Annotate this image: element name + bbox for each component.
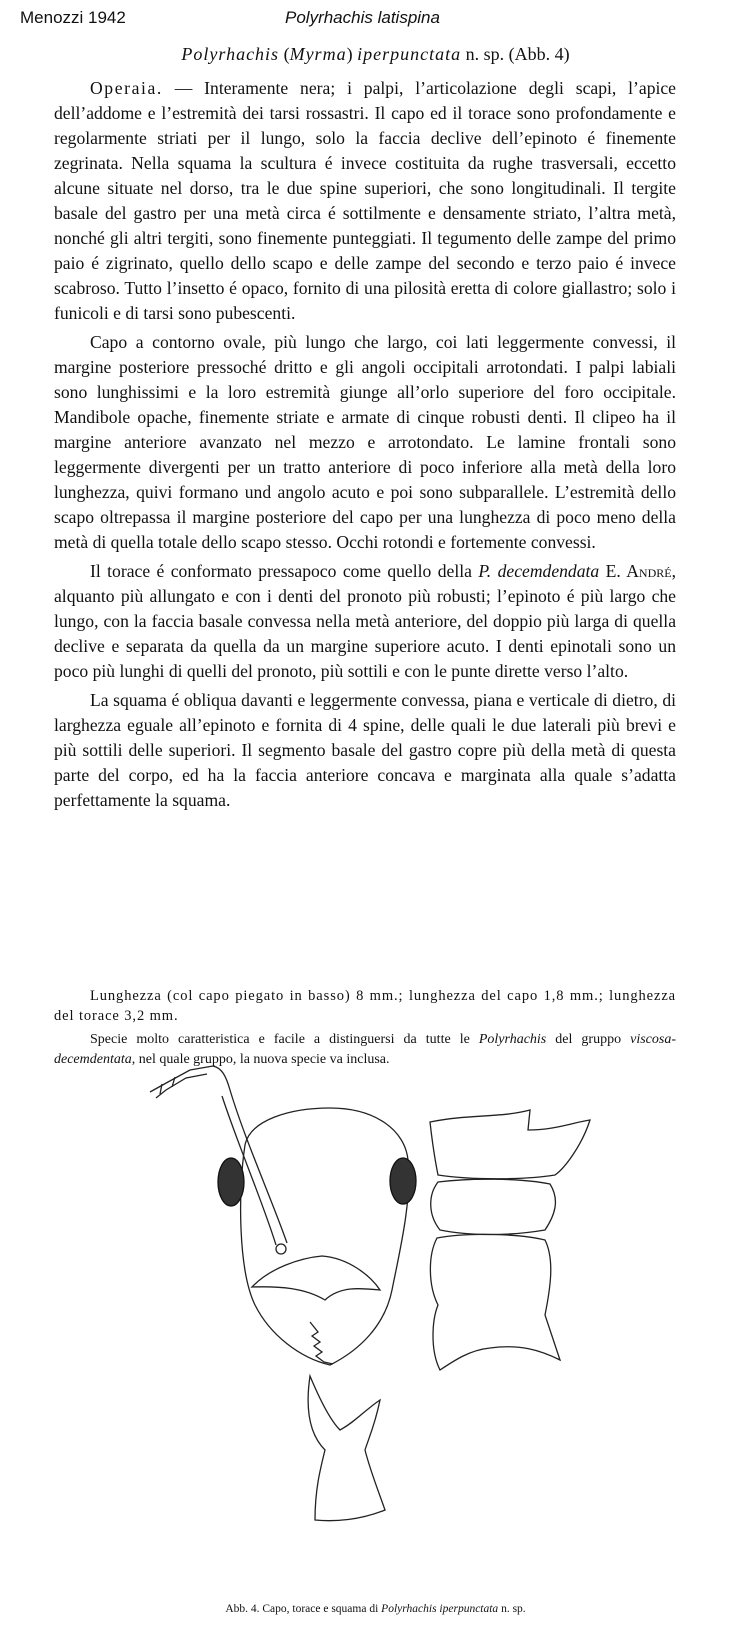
remark-c: , nel quale gruppo, la nuova specie va inclusa. <box>131 1052 390 1067</box>
figure-caption <box>0 1603 751 1615</box>
left-eye <box>218 1158 244 1206</box>
remark-genus: Polyrhachis <box>478 1032 547 1047</box>
right-eye <box>390 1158 416 1204</box>
paragraph-thorax <box>54 559 676 684</box>
title-subgenus: Myrma <box>289 44 347 64</box>
species-title: Polyrhachis (Myrma) iperpunctata n. sp. (Abb. 4) <box>181 44 570 64</box>
measurements-text: Lunghezza (col capo piegato in basso) 8 mm.; lunghezza del capo 1,8 mm.; lunghezza del torace 3,2 mm. <box>54 988 676 1024</box>
thorax-text-b: , alquanto più allungato e con i denti del pronoto più robusti; l’epinoto é più largo che lungo, con la faccia basale convessa nella metà anteriore, del doppio più larga di quella declive e separata da quella da un margine superiore acuto. I denti epinotali sono un poco più lunghi di quelli del pronoto, più sottili e con le punte dirette verso l’alto. <box>54 561 676 681</box>
title-suffix: n. sp. (Abb. 4) <box>465 44 570 64</box>
antenna-funiculus <box>150 1066 213 1098</box>
petiole-squama <box>308 1376 385 1521</box>
remark-group: viscosa-decemdentata <box>54 1032 676 1067</box>
antenna-scape <box>213 1066 287 1243</box>
remark-b: del gruppo <box>546 1032 631 1047</box>
clypeus <box>252 1256 380 1300</box>
worker-label: Operaia. <box>90 78 163 98</box>
figure-drawings <box>0 1050 751 1600</box>
author-name: E. André <box>605 561 672 581</box>
header-author-year: Menozzi 1942 <box>20 8 126 27</box>
mesonotum <box>431 1179 556 1234</box>
description-body <box>54 76 676 817</box>
caption-species: Polyrhachis iperpunctata <box>381 1603 499 1615</box>
caption-a: Abb. 4. Capo, torace e squama di <box>225 1603 382 1615</box>
antenna-base <box>276 1244 286 1254</box>
measurements <box>54 986 676 1026</box>
paragraph-worker <box>54 76 676 326</box>
thorax-text-a: Il torace é conformato pressapoco come quello della <box>90 561 479 581</box>
caption-b: n. sp. <box>498 1603 526 1615</box>
title-species: iperpunctata <box>357 44 462 64</box>
mandible <box>310 1322 333 1364</box>
header-species: Polyrhachis latispina <box>285 8 440 27</box>
paragraph-squama: La squama é obliqua davanti e leggermente convessa, piana e verticale di dietro, di larghezza eguale all’epinoto e fornita di 4 spine, delle quali le due laterali più brevi e più sottili delle superiori. Il segmento basale del gastro copre più della metà di questa parte del corpo, ed ha la faccia anteriore concava e marginata alla quale s’adatta perfettamente la squama. <box>54 690 676 810</box>
compared-species: P. decemdendata <box>478 561 600 581</box>
pronotum <box>430 1110 590 1179</box>
head-outline <box>241 1108 409 1365</box>
epinotum <box>430 1234 560 1370</box>
title-genus: Polyrhachis <box>181 44 280 64</box>
remark-a: Specie molto caratteristica e facile a distinguersi da tutte le <box>90 1032 479 1047</box>
worker-text: — Interamente nera; i palpi, l’articolazione degli scapi, l’apice dell’addome e l’estremità dei tarsi rossastri. Il capo ed il torace sono profondamente e regolarmente striati per il lungo, solo la faccia declive dell’epinoto é finemente zegrinata. Nella squama la scultura é invece costituita da rughe trasversali, eccetto alcune situate nel dorso, tra le due spine superiori, che sono longitudinali. Il tergite basale del gastro per una metà circa é sottilmente e densamente striato, l’altra metà, nonché gli altri tergiti, sono finemente punteggiati. Il tegumento delle zampe del primo paio é zigrinato, quello dello scapo e delle zampe del secondo e terzo paio é invece scabroso. Tutto l’insetto é opaco, fornito di una pilosità eretta di colore giallastro; solo i funicoli e di tarsi sono pubescenti. <box>54 78 676 323</box>
paragraph-head: Capo a contorno ovale, più lungo che largo, coi lati leggermente convessi, il margine posteriore pressoché dritto e gli angoli occipitali arrotondati. I palpi labiali sono lunghissimi e la loro estremità giunge all’orlo superiore del foro occipitale. Mandibole opache, finemente striate e armate di cinque robusti denti. Il clipeo ha il margine anteriore avanzato nel mezzo e arrotondato. Le lamine frontali sono leggermente divergenti per un tratto anteriore di poco inferiore alla metà della loro lunghezza, quivi formano und angolo acuto e poi sono subparallele. L’estremità dello scapo oltrepassa il margine posteriore del capo per una lunghezza di poco meno della metà di quella totale dello scapo stesso. Occhi rotondi e fortemente convessi. <box>54 332 676 552</box>
